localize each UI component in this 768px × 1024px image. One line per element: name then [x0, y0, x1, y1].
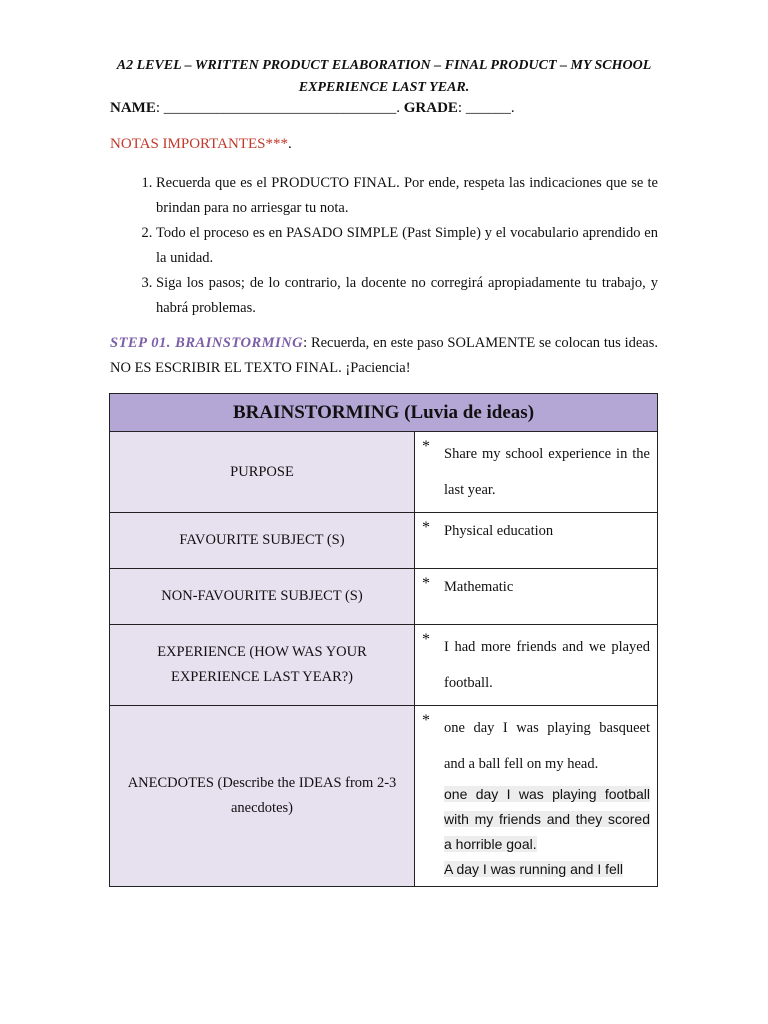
- anecdote-extra-2: A day I was running and I fell: [444, 861, 623, 877]
- row-label-experience: EXPERIENCE (HOW WAS YOUR EXPERIENCE LAST YEAR?): [110, 625, 415, 706]
- name-blank[interactable]: : _______________________________.: [155, 100, 404, 116]
- table-row: [110, 706, 658, 887]
- bullet-icon: *: [422, 712, 430, 729]
- grade-label: GRADE: [403, 100, 458, 116]
- table-row: [110, 432, 658, 513]
- name-label: NAME: [110, 100, 156, 116]
- note-item: 2. Todo el proceso es en PASADO SIMPLE (Past Simple) y el vocabulario aprendido en la unidad.: [156, 221, 658, 271]
- step-instruction: [110, 331, 658, 381]
- row-value-favourite[interactable]: * Physical education: [415, 513, 658, 569]
- bullet-icon: *: [422, 438, 430, 455]
- row-label-non-favourite: NON-FAVOURITE SUBJECT (S): [110, 569, 415, 625]
- table-row: [110, 569, 658, 625]
- notes-heading: NOTAS IMPORTANTES***.: [110, 136, 292, 152]
- bullet-icon: *: [422, 519, 430, 536]
- name-grade-line: [110, 100, 515, 117]
- row-value-non-favourite[interactable]: * Mathematic: [415, 569, 658, 625]
- row-value-experience[interactable]: * I had more friends and we played football.: [415, 625, 658, 706]
- row-label-favourite: FAVOURITE SUBJECT (S): [110, 513, 415, 569]
- brainstorming-table: [109, 393, 658, 887]
- row-label-purpose: PURPOSE: [110, 432, 415, 513]
- step-label: STEP 01. BRAINSTORMING: [110, 335, 304, 351]
- table-row: [110, 513, 658, 569]
- step-text: : Recuerda, en este paso SOLAMENTE se colocan tus ideas. NO ES ESCRIBIR EL TEXTO FINAL. ¡Paciencia!: [110, 335, 658, 376]
- bullet-icon: *: [422, 575, 430, 592]
- note-item: 1. Recuerda que es el PRODUCTO FINAL. Por ende, respeta las indicaciones que se te brindan para no arriesgar tu nota.: [156, 171, 658, 221]
- document-title: A2 LEVEL – WRITTEN PRODUCT ELABORATION – FINAL PRODUCT – MY SCHOOL EXPERIENCE LAST YEAR.: [116, 58, 652, 95]
- note-item: 3. Siga los pasos; de lo contrario, la docente no corregirá apropiadamente tu trabajo, y habrá problemas.: [156, 271, 658, 321]
- row-value-purpose[interactable]: * Share my school experience in the last year.: [415, 432, 658, 513]
- bullet-icon: *: [422, 631, 430, 648]
- row-label-anecdotes: ANECDOTES (Describe the IDEAS from 2-3 anecdotes): [110, 706, 415, 887]
- anecdote-extra-1: one day I was playing football with my friends and they scored a horrible goal.: [444, 786, 650, 852]
- row-value-anecdotes[interactable]: * one day I was playing basqueet and a ball fell on my head. one day I was playing football with my friends and they scored a horrible goal. A day I was running and I fell: [415, 706, 658, 887]
- grade-blank[interactable]: : ______.: [457, 100, 515, 116]
- table-row: [110, 625, 658, 706]
- notes-list: [110, 171, 658, 321]
- table-title: BRAINSTORMING (Luvia de ideas): [110, 394, 658, 432]
